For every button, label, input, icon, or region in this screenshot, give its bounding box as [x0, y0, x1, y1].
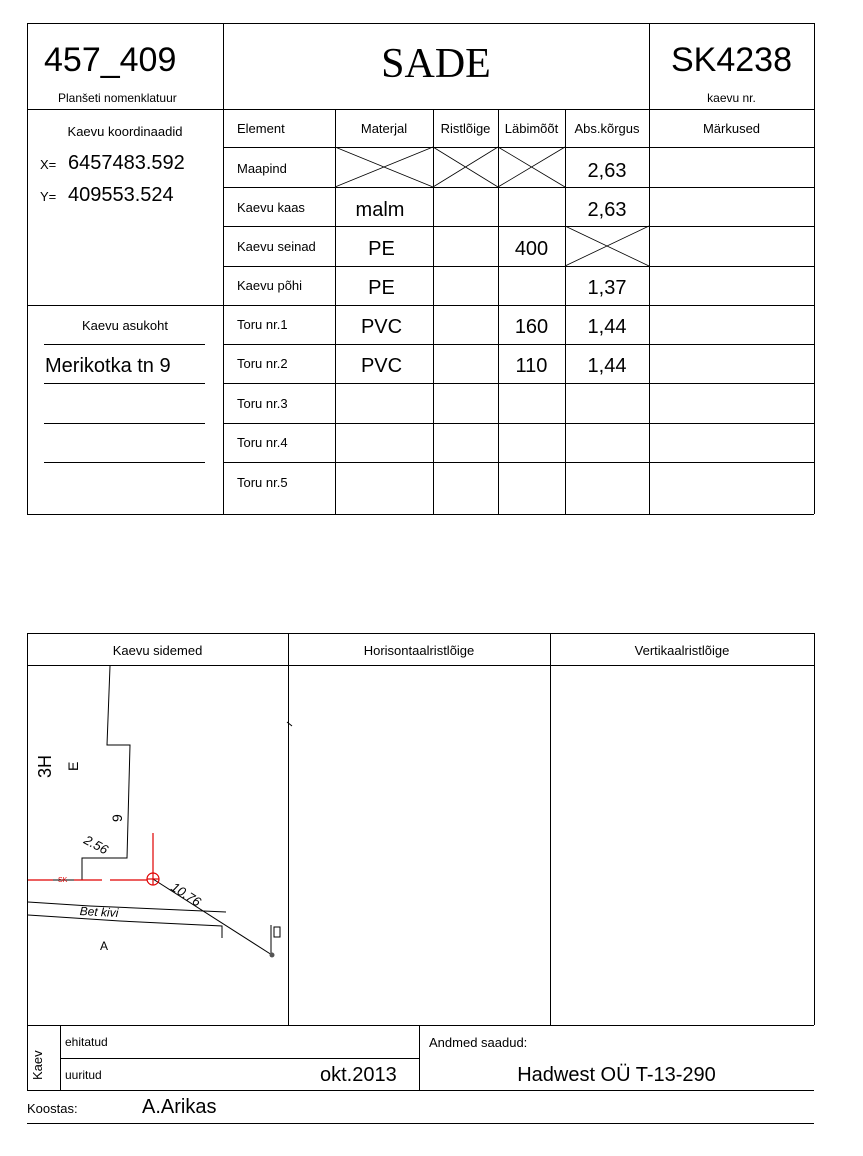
measured-label: uuritud [65, 1068, 102, 1082]
row-diameter: 400 [514, 238, 549, 260]
curb-label: Bet kivi [79, 904, 119, 921]
building-label: 3H [35, 754, 55, 778]
row-elevation: 1,44 [587, 355, 627, 377]
area-label: A [100, 939, 109, 953]
col-header-notes: Märkused [702, 121, 761, 136]
measured-date: okt.2013 [320, 1064, 397, 1086]
author-value: A.Arikas [142, 1096, 217, 1118]
sheet-nomenclature-label: Planšeti nomenklatuur [58, 91, 177, 105]
row-material: PVC [360, 316, 403, 338]
row-element: Toru nr.4 [237, 435, 288, 450]
location-label: Kaevu asukoht [81, 318, 168, 333]
row-material: PVC [360, 355, 403, 377]
row-material: malm [355, 199, 405, 221]
col-header-section: Ristlõige [440, 121, 491, 136]
row-material: PE [368, 238, 395, 260]
row-element: Kaevu seinad [237, 239, 316, 254]
row-diameter: 110 [515, 355, 548, 377]
col-header-element: Element [237, 121, 285, 136]
well-label: Kaev [30, 1050, 45, 1080]
col-header-material: Materjal [360, 121, 408, 136]
row-element: Kaevu põhi [237, 278, 303, 293]
row-material: PE [368, 277, 395, 299]
dimension-10-76: 10.76 [168, 879, 204, 910]
row-diameter: 160 [514, 316, 549, 338]
row-element: Toru nr.2 [237, 356, 288, 371]
building-sub-label: E [65, 761, 81, 771]
ties-header: Kaevu sidemed [112, 643, 203, 658]
col-header-diameter: Läbimõõt [504, 121, 559, 136]
data-source-value: Hadwest OÜ T-13-290 [517, 1064, 716, 1086]
survey-point [270, 953, 275, 958]
col-header-elevation: Abs.kõrgus [574, 121, 640, 136]
pipe-label: SK [58, 877, 68, 884]
row-element: Toru nr.3 [237, 396, 288, 411]
y-coordinate: 409553.524 [68, 184, 174, 206]
x-prefix: X= [40, 157, 57, 172]
hydrant-symbol [274, 927, 280, 937]
sheet-nomenclature: 457_409 [44, 41, 177, 79]
document-title: SADE [381, 41, 491, 87]
dimension-2-56: 2.56 [81, 832, 111, 858]
dimension-9: 9 [109, 814, 125, 822]
author-label: Koostas: [27, 1101, 78, 1116]
row-elevation: 1,37 [587, 277, 627, 299]
vertical-section-header: Vertikaalristlõige [634, 643, 730, 658]
row-element: Toru nr.1 [237, 317, 288, 332]
row-elevation: 2,63 [587, 160, 627, 182]
location-address: Merikotka tn 9 [45, 355, 171, 377]
row-elevation: 1,44 [587, 316, 627, 338]
coordinates-label: Kaevu koordinaadid [67, 124, 183, 139]
horizontal-section-header: Horisontaalristlõige [363, 643, 475, 658]
x-coordinate: 6457483.592 [68, 152, 185, 174]
row-elevation: 2,63 [587, 199, 627, 221]
data-source-label: Andmed saadud: [429, 1035, 528, 1050]
curb-line-lower [28, 915, 222, 938]
row-element: Kaevu kaas [237, 200, 305, 215]
built-label: ehitatud [65, 1035, 108, 1049]
y-prefix: Y= [40, 189, 57, 204]
row-element: Toru nr.5 [237, 475, 288, 490]
row-element: Maapind [237, 161, 287, 176]
well-number-label: kaevu nr. [707, 91, 756, 105]
well-number: SK4238 [671, 41, 792, 79]
